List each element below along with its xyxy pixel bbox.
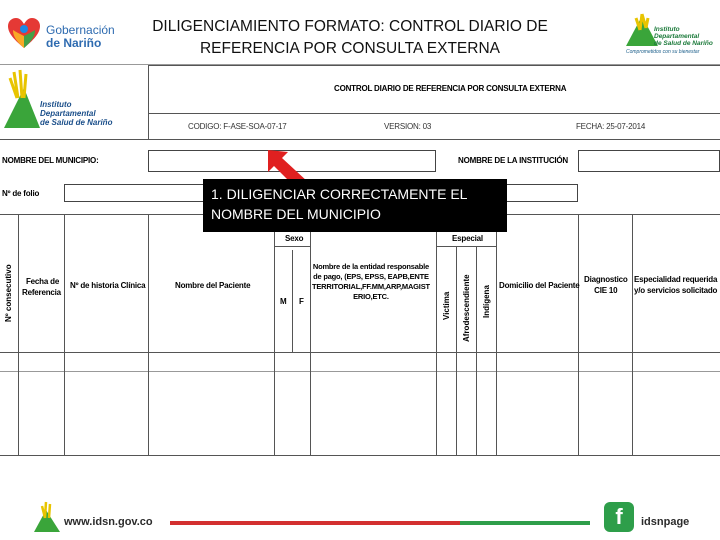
idsn-header-line2: Departamental	[654, 33, 700, 40]
footer-social-link[interactable]: idsnpage	[641, 516, 690, 528]
col-entidad-line4: ERIO,ETC.	[353, 292, 389, 301]
idsn-logo-header	[620, 8, 716, 58]
form-border	[148, 65, 149, 139]
idsn-header-line3: de Salud de Nariño	[654, 40, 713, 47]
instruction-callout	[203, 179, 507, 232]
table-border	[0, 455, 720, 456]
col-especialidad-line2: y/o servicios solicitado	[634, 286, 718, 295]
table-col-line	[436, 214, 437, 455]
table-col-line	[274, 230, 275, 455]
col-consecutivo: Nº consecutivo	[4, 264, 13, 322]
col-especialidad-line1: Especialidad requerida	[634, 275, 718, 284]
col-diagnostico	[584, 274, 628, 296]
table-col-line	[496, 214, 497, 455]
wheat-logo-icon	[32, 500, 62, 534]
form-date: FECHA: 25-07-2014	[576, 122, 646, 131]
table-sub-line	[274, 246, 310, 247]
col-entidad-line1: Nombre de la entidad responsable	[312, 262, 429, 271]
idsn-logo-form	[2, 68, 142, 134]
col-victima: Victima	[442, 291, 451, 320]
table-sub-line	[436, 246, 496, 247]
col-especial: Especial	[452, 234, 483, 243]
page-title	[140, 16, 560, 60]
folio-label: Nº de folio	[2, 189, 40, 198]
col-especialidad	[634, 274, 717, 296]
col-sexo-m: M	[280, 297, 287, 306]
institucion-field[interactable]	[578, 150, 720, 172]
col-fecha-line1: Fecha de	[26, 277, 60, 286]
col-fecha-line2: Referencia	[22, 288, 61, 297]
facebook-icon[interactable]: f	[604, 502, 634, 532]
col-afro: Afrodescendiente	[462, 274, 471, 342]
table-col-line	[578, 214, 579, 455]
form-border	[0, 139, 720, 140]
col-entidad-line2: de pago, (EPS, EPSS, EAPB,ENTE	[313, 272, 429, 281]
idsn-slogan: Comprometidos con su bienestar	[626, 49, 700, 55]
footer-url-link[interactable]: www.idsn.gov.co	[64, 516, 153, 528]
form-logo-line2: Departamental	[40, 109, 96, 118]
form-code: CODIGO: F-ASE-SOA-07-17	[188, 122, 287, 131]
table-col-line	[632, 214, 633, 455]
col-sexo-f: F	[299, 297, 304, 306]
heart-logo-icon	[6, 16, 42, 52]
col-indigena: Indígena	[482, 285, 491, 318]
col-diagnostico-line1: Diagnostico	[584, 275, 628, 284]
col-entidad-line3: TERRITORIAL,FF.MM,ARP,MAGIST	[312, 282, 430, 291]
col-entidad	[312, 262, 430, 302]
institucion-label: NOMBRE DE LA INSTITUCIÓN	[458, 156, 569, 165]
table-col-line	[476, 246, 477, 455]
form-logo-line3: de Salud de Nariño	[40, 118, 113, 127]
table-col-line	[148, 214, 149, 455]
callout-line2: NOMBRE DEL MUNICIPIO	[211, 206, 381, 222]
table-col-line	[64, 214, 65, 455]
col-fecha	[22, 276, 61, 298]
form-border	[148, 113, 720, 114]
table-col-line	[292, 250, 293, 352]
footer-bar-green	[460, 521, 590, 525]
col-paciente: Nombre del Paciente	[175, 281, 251, 290]
gob-logo-line1: Gobernación	[46, 23, 115, 37]
col-diagnostico-line2: CIE 10	[594, 286, 618, 295]
footer-bar-red	[170, 521, 460, 525]
col-domicilio: Domicilio del Paciente	[499, 281, 580, 290]
table-row-line	[0, 371, 720, 372]
page-title-line2: REFERENCIA POR CONSULTA EXTERNA	[199, 40, 500, 57]
table-col-line	[18, 214, 19, 455]
idsn-header-line1: Instituto	[654, 26, 680, 33]
form-heading: CONTROL DIARIO DE REFERENCIA POR CONSULTA EXTERNA	[334, 84, 567, 93]
table-col-line	[310, 214, 311, 455]
table-border	[0, 352, 720, 353]
gob-logo-line2: de Nariño	[46, 36, 102, 50]
municipio-label: NOMBRE DEL MUNICIPIO:	[2, 156, 99, 165]
gobernacion-logo	[6, 14, 116, 58]
wheat-logo-icon	[2, 68, 42, 130]
form-version: VERSION: 03	[384, 122, 432, 131]
col-historia: Nº de historia Clínica	[70, 281, 146, 290]
form-border	[148, 65, 720, 66]
form-logo-line1: Instituto	[40, 100, 72, 109]
callout-line1: 1. DILIGENCIAR CORRECTAMENTE EL	[211, 186, 468, 202]
table-col-line	[456, 246, 457, 455]
page-title-line1: DILIGENCIAMIENTO FORMATO: CONTROL DIARIO DE	[152, 18, 548, 35]
col-sexo: Sexo	[285, 234, 304, 243]
